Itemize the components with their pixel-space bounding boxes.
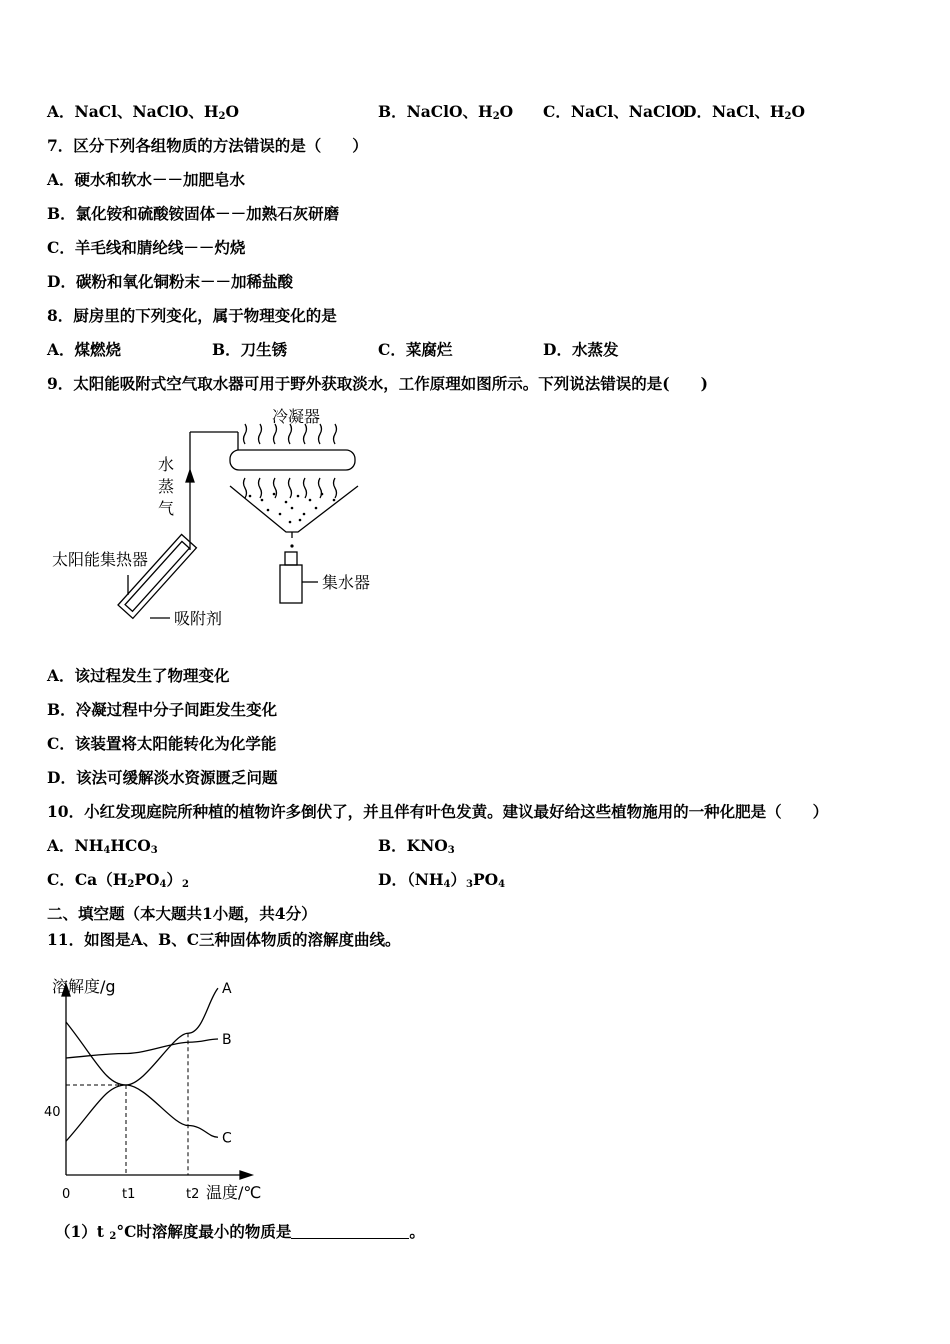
q9-stem: 9．太阳能吸附式空气取水器可用于野外获取淡水，工作原理如图所示。下列说法错误的是( ) <box>47 374 708 393</box>
q8-stem: 8．厨房里的下列变化，属于物理变化的是 <box>47 306 337 325</box>
curve-b <box>66 1039 218 1058</box>
q10-stem: 10．小红发现庭院所种植的植物许多倒伏了，并且伴有叶色发黄。建议最好给这些植物施用的一种化肥是（ ） <box>47 802 829 821</box>
section-title: 二、填空题（本大题共1小题，共4分） <box>47 904 317 923</box>
vapor-label-1: 水 <box>158 455 175 474</box>
curve-label-b: B <box>222 1031 232 1048</box>
cooling-waves-top <box>244 424 337 444</box>
y-tick-40: 40 <box>44 1105 61 1120</box>
q6-option-c: C．NaCl、NaClO <box>543 102 685 121</box>
curve-a <box>66 988 218 1141</box>
q10-option-b: B．$KNO_3$ <box>378 836 455 856</box>
x-axis-arrow-icon <box>240 1171 252 1179</box>
q8-option-c: C．菜腐烂 <box>378 340 453 359</box>
q7-option-a: A．硬水和软水－－加肥皂水 <box>47 170 246 189</box>
solar-collector <box>118 534 196 618</box>
flow-arrow-icon <box>186 470 194 482</box>
q11-part1: （1）t $_2$°C时溶解度最小的物质是 。 <box>55 1222 425 1242</box>
q7-option-d: D．碳粉和氧化铜粉末－－加稀盐酸 <box>47 272 293 291</box>
q7-option-b: B．氯化铵和硫酸铵固体－－加熟石灰研磨 <box>47 204 340 223</box>
q8-option-b: B．刀生锈 <box>212 340 288 359</box>
y-axis-label: 溶解度/g <box>52 977 116 996</box>
condenser-tube <box>230 450 355 470</box>
q6-option-a: A．NaCl、NaClO、$H_2O$ <box>47 102 240 122</box>
curve-c <box>66 1022 218 1137</box>
q8-option-a: A．煤燃烧 <box>47 340 122 359</box>
x-tick-t1: t1 <box>122 1187 136 1202</box>
water-harvester-diagram <box>40 400 400 645</box>
x-axis-label: 温度/℃ <box>206 1183 262 1202</box>
q10-option-c: C．$Ca(H_2PO_4)_2$ <box>47 870 189 890</box>
curve-label-c: C <box>222 1130 232 1147</box>
funnel <box>230 486 358 532</box>
q8-option-d: D．水蒸发 <box>543 340 619 359</box>
q9-option-a: A．该过程发生了物理变化 <box>47 666 230 685</box>
curve-label-a: A <box>222 981 232 998</box>
x-tick-t2: t2 <box>186 1187 200 1202</box>
q9-option-c: C．该装置将太阳能转化为化学能 <box>47 734 277 753</box>
q7-option-c: C．羊毛线和腈纶线－－灼烧 <box>47 238 246 257</box>
answer-blank[interactable] <box>291 1224 409 1239</box>
vapor-label-3: 气 <box>158 499 175 518</box>
q6-option-d: D．NaCl、$H_2O$ <box>683 102 806 122</box>
q9-option-d: D．该法可缓解淡水资源匮乏问题 <box>47 768 278 787</box>
adsorbent-label: 吸附剂 <box>174 609 223 628</box>
q10-option-a: A．$NH_4HCO_3$ <box>47 836 158 856</box>
q6-option-b: B．NaClO、$H_2O$ <box>378 102 514 122</box>
q11-stem: 11．如图是A、B、C三种固体物质的溶解度曲线。 <box>47 930 401 949</box>
q9-option-b: B．冷凝过程中分子间距发生变化 <box>47 700 278 719</box>
x-tick-0: 0 <box>62 1187 71 1202</box>
collector-bottle <box>280 565 302 603</box>
q10-option-d: D．$(NH_4)_3PO_4$ <box>378 870 506 890</box>
solubility-chart <box>38 970 278 1210</box>
q7-stem: 7．区分下列各组物质的方法错误的是（ ） <box>47 136 368 155</box>
vapor-label-2: 蒸 <box>158 477 175 496</box>
water-collector-label: 集水器 <box>322 573 371 592</box>
solar-collector-label: 太阳能集热器 <box>52 550 149 569</box>
condenser-label: 冷凝器 <box>272 407 321 426</box>
condensed-droplets <box>249 493 336 548</box>
